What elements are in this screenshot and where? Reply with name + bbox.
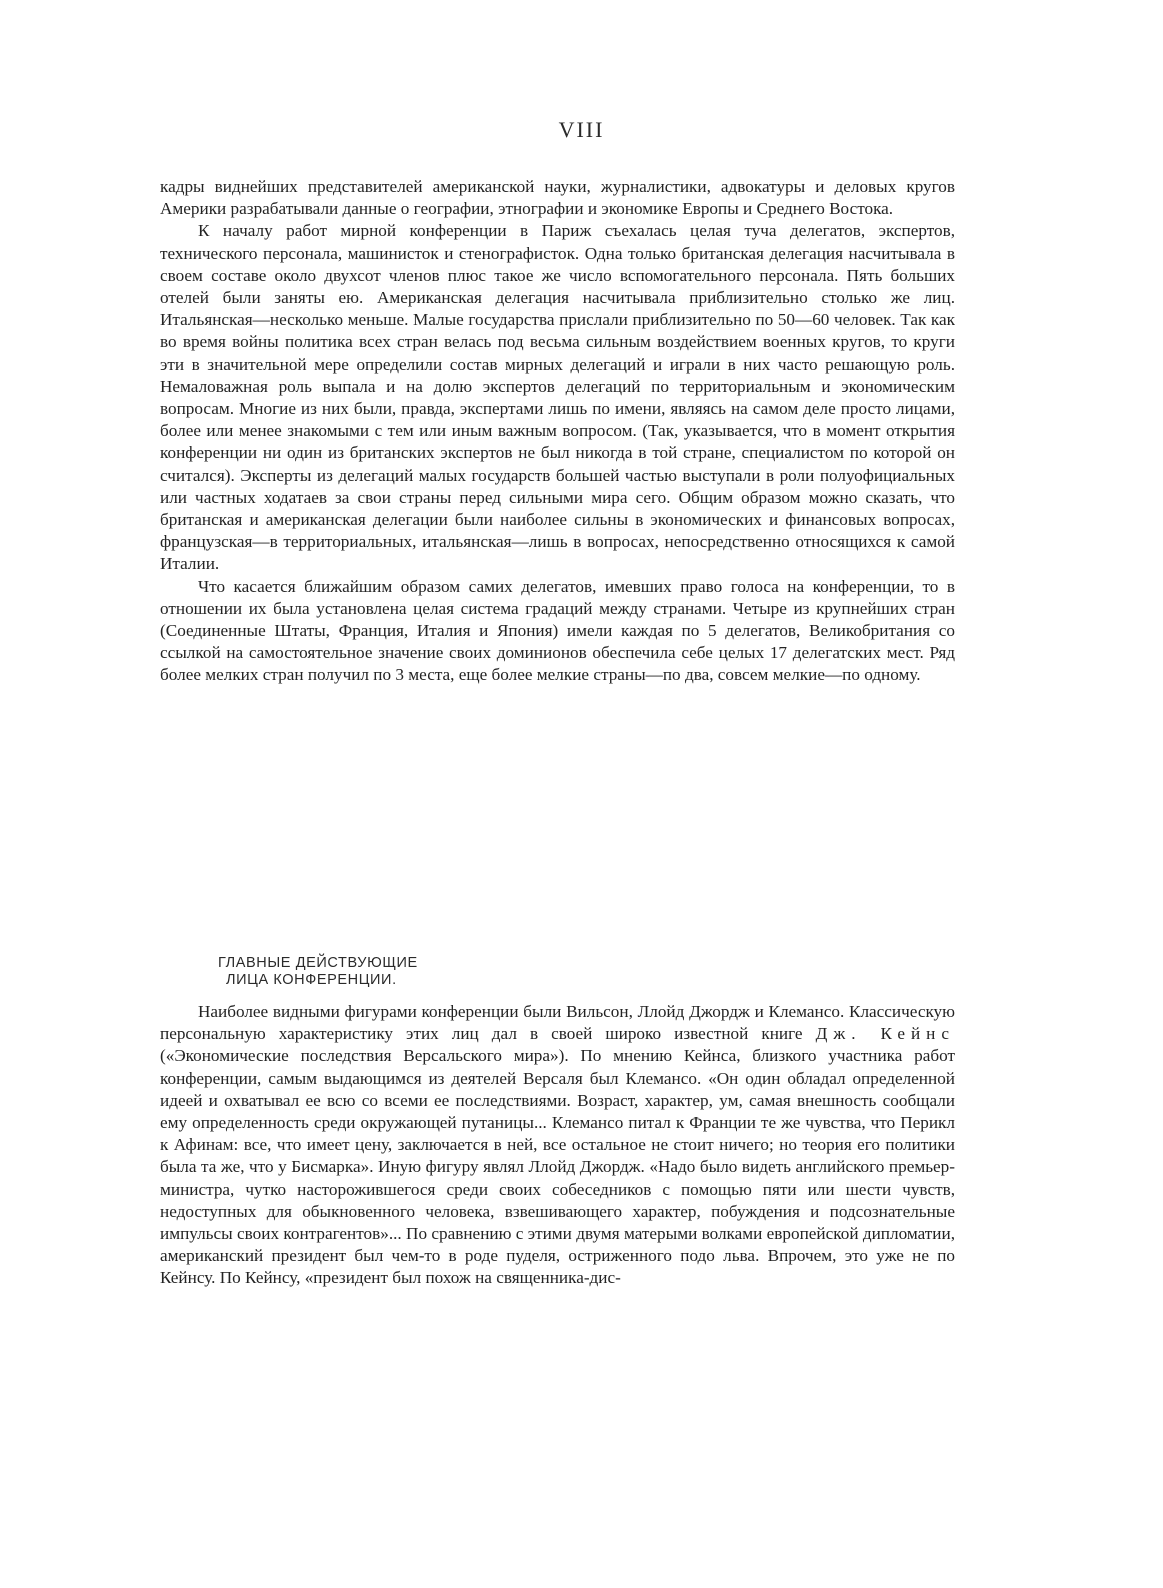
paragraph-main-figures [160, 1001, 955, 1290]
paragraph-delegations: К началу работ мирной конференции в Париж съехалась целая туча делегатов, экспертов, технического персонала, машинисток и стенографисток. Одна только британская делегация насчитывала в своем составе около двухсот членов плюс такое же число вспомогательного персонала. Пять больших отелей были заняты ею. Американская делегация насчитывала приблизительно столько же лиц. Итальянская—несколько меньше. Малые государства прислали приблизительно по 50—60 человек. Так как во время войны политика всех стран велась под весьма сильным воздействием военных кругов, то круги эти в значительной мере определили состав мирных делегаций и играли в них часто решающую роль. Немаловажная роль выпала и на долю экспертов делегаций по территориальным и экономическим вопросам. Многие из них были, правда, экспертами лишь по имени, являясь на самом деле просто лицами, более или менее знакомыми с тем или иным важным вопросом. (Так, указывается, что в момент открытия конференции ни один из британских экспертов не был никогда в той стране, специалистом по которой он считался). Эксперты из делегаций малых государств большей частью выступали в роли полуофициальных или частных ходатаев за свои страны перед сильными мира сего. Общим образом можно сказать, что британская и американская делегации были наиболее сильны в экономических и финансовых вопросах, французская—в территориальных, итальянская—лишь в вопросах, непосредственно относящихся к самой Италии. [160, 221, 955, 574]
section-heading-line-2: ЛИЦА КОНФЕРЕНЦИИ. [226, 972, 397, 988]
paragraph-text-part-2: («Экономические последствия Версальского мира»). По мнению Кейнса, близкого участника работ конференции, самым выдающимся из деятелей Версаля был Клемансо. «Он один обладал определенной идеей и охватывал ее всю со всеми ее последствиями. Возраст, характер, ум, самая внешность сообщали ему определенность среди окружающей путаницы... Клемансо питал к Франции те же чувства, что Перикл к Афинам: все, что имеет цену, заключается в ней, все остальное не стоит ничего; но теория его политики была та же, что у Бисмарка». Иную фигуру являл Ллойд Джордж. «Надо было видеть английского премьер-министра, чутко насторожившегося среди своих собеседников с помощью пяти или шести чувств, недоступных для обыкновенного человека, взвешивающего характер, побуждения и подсознательные импульсы своих контрагентов»... По сравнению с этими двумя матерыми волками европейской дипломатии, американский президент был чем-то в роде пуделя, остриженного подо льва. Впрочем, это уже не по Кейнсу. По Кейнсу, «президент был похож на священника-дис- [160, 1046, 955, 1288]
text-block-bottom [160, 1001, 955, 1290]
paragraph-text-part-1: Наиболее видными фигурами конференции были Вильсон, Ллойд Джордж и Клемансо. Классическую персональную характеристику этих лиц дал в своей широко известной книге [160, 1002, 955, 1044]
author-name: Дж. Кейнс [815, 1024, 956, 1044]
page-number: VIII [558, 117, 605, 142]
paragraph-continuation: кадры виднейших представителей американской науки, журналистики, адвокатуры и деловых кругов Америки разрабатывали данные о географии, этнографии и экономике Европы и Среднего Востока. [160, 177, 955, 219]
section-heading [218, 955, 418, 989]
section-heading-line-1: ГЛАВНЫЕ ДЕЙСТВУЮЩИЕ [218, 955, 418, 971]
text-block-top [160, 176, 955, 687]
paragraph-delegates: Что касается ближайшим образом самих делегатов, имевших право голоса на конференции, то в отношении их была установлена целая система градаций между странами. Четыре из крупнейших стран (Соединенные Штаты, Франция, Италия и Япония) имели каждая по 5 делегатов, Великобритания со ссылкой на самостоятельное значение своих доминионов обеспечила себе целых 17 делегатских мест. Ряд более мелких стран получил по 3 места, еще более мелкие страны—по два, совсем мелкие—по одному. [160, 576, 955, 685]
